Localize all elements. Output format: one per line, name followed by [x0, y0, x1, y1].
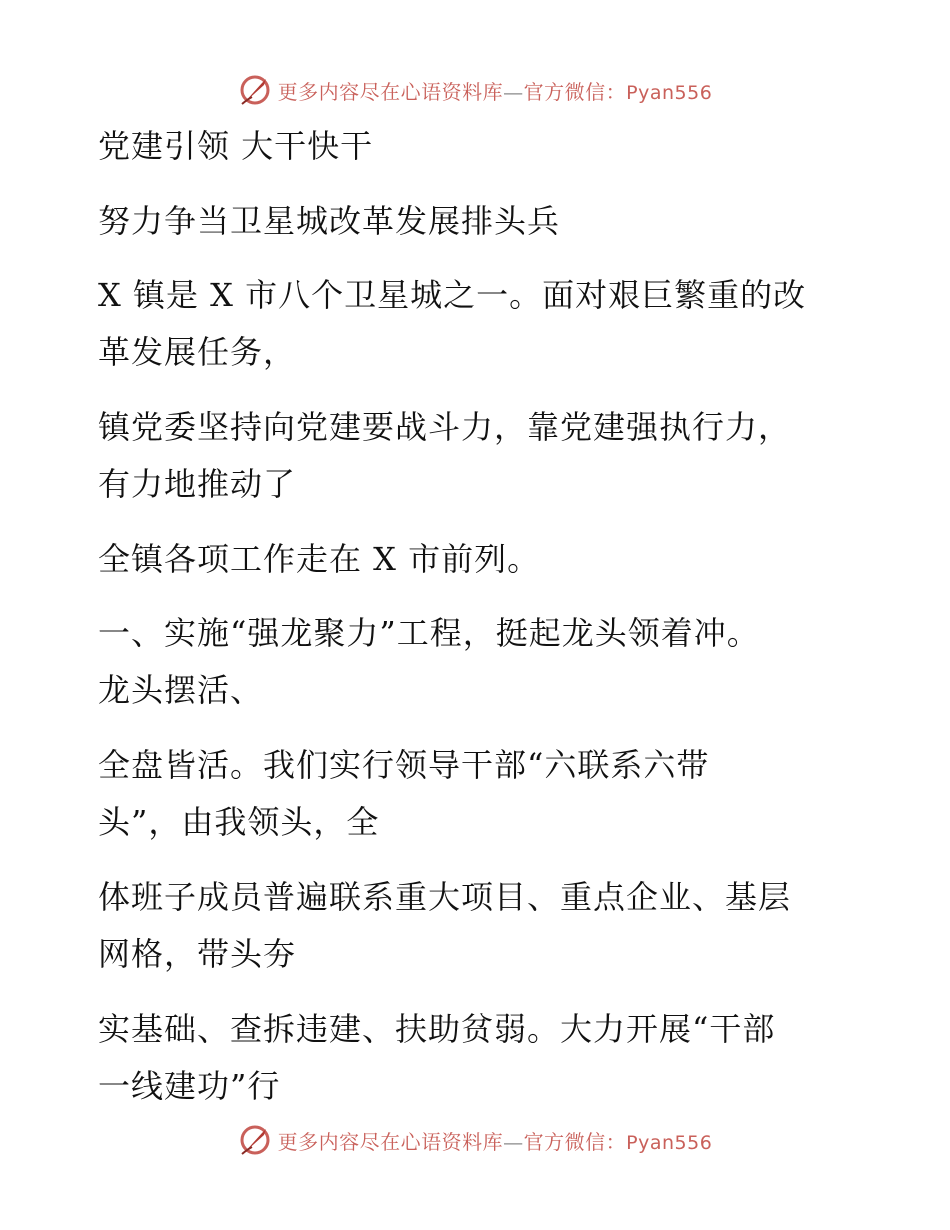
text-line: 龙头摆活、: [98, 671, 264, 709]
watermark-text: [278, 1126, 713, 1155]
site-name: 更多内容尽在心语资料库: [277, 1129, 504, 1154]
text-line: 镇党委坚持向党建要战斗力，靠党建强执行力，: [98, 408, 792, 446]
separator: —: [503, 79, 524, 104]
wechat-label: 官方微信：: [523, 79, 627, 104]
text-line: 全镇各项工作走在 X 市前列。: [98, 540, 541, 578]
text-line: 努力争当卫星城改革发展排头兵: [98, 202, 561, 240]
text-line: 体班子成员普遍联系重大项目、重点企业、基层: [98, 878, 792, 916]
text-line: 一线建功”行: [98, 1067, 281, 1105]
quill-logo-icon: [238, 1123, 272, 1157]
text-line: 实基础、查拆违建、扶助贫弱。大力开展“干部: [98, 1010, 776, 1048]
watermark-banner-top: [0, 70, 950, 110]
wechat-id: Pyan556: [626, 1131, 713, 1154]
text-line: 网格，带头夯: [98, 935, 297, 973]
text-line: 一、实施“强龙聚力”工程，挺起龙头领着冲。: [98, 614, 760, 652]
text-line: 党建引领 大干快干: [98, 127, 374, 165]
separator: —: [503, 1129, 524, 1154]
watermark-text: [278, 76, 713, 105]
wechat-label: 官方微信：: [523, 1129, 627, 1154]
site-name: 更多内容尽在心语资料库: [277, 79, 504, 104]
text-line: 全盘皆活。我们实行领导干部“六联系六带: [98, 746, 710, 784]
text-line: 革发展任务，: [98, 333, 297, 371]
text-line: 头”，由我领头，全: [98, 803, 380, 841]
text-line: 有力地推动了: [98, 465, 297, 503]
text-line: X 镇是 X 市八个卫星城之一。面对艰巨繁重的改: [98, 276, 807, 314]
quill-logo-icon: [238, 73, 272, 107]
wechat-id: Pyan556: [626, 81, 713, 104]
watermark-banner-bottom: [0, 1120, 950, 1160]
